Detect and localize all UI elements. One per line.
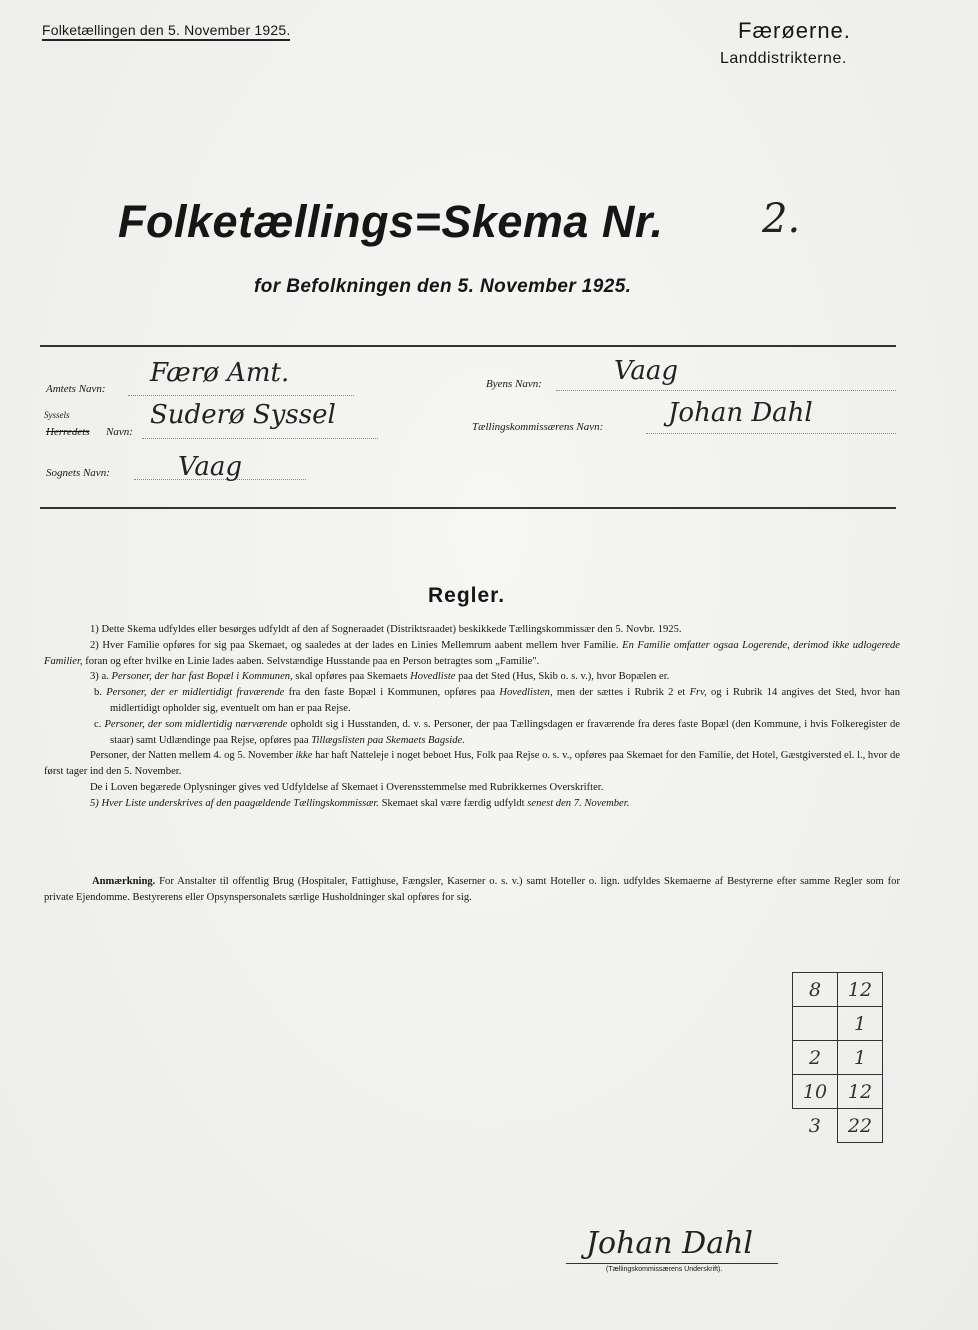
remark-note: Anmærkning. For Anstalter til offentlig Brug (Hospitaler, Fattighuse, Fængsler, Kaserner o. s. v.) samt Hoteller o. lign. udfyldes Skemaerne af Bestyrerne efter samme Regler som for private Ejendomme. Bestyrerens eller Opsynspersonalets særlige Husholdninger skal opføres for sig. [44, 876, 900, 903]
tally-cell [793, 1007, 838, 1041]
rules-text [44, 622, 900, 812]
form-title: Folketællings=Skema Nr. [118, 196, 664, 247]
region-title: Færøerne. [738, 18, 851, 43]
tally-cell: 12 [838, 1075, 883, 1109]
tally-cell: 22 [838, 1109, 883, 1143]
kommissaer-value: Johan Dahl [668, 398, 813, 428]
rule-3c: c. Personer, der som midlertidig nærværende opholdt sig i Husstanden, d. v. s. Personer, der paa Tællingsdagen er fraværende fra deres faste Bopæl (den Kommune, i hvis Folkeregister de staar) samt Udlændinge paa Rejse, opføres paa Tillægslisten paa Skemaets Bagside. [94, 718, 900, 746]
rule-3b: b. Personer, der er midlertidigt fraværende fra den faste Bopæl i Kommunen, opføres paa Hovedlisten, men der sættes i Rubrik 2 et Frv, og i Rubrik 14 angives det Sted, hvor han midlertidigt opholder sig, eventuelt om han er paa Rejse. [94, 687, 901, 714]
rule-2: 2) Hver Familie opføres for sig paa Skemaet, og saaledes at der lades en Linies Mellemrum aabent mellem hver Familie. En Familie omfatter ogsaa Logerende, derimod ikke udlogerede Familier, foran og efter hvilke en Linie lades aaben. Selvstændige Husstande paa en Person betragtes som „Familie". [44, 639, 900, 667]
by-label: Byens Navn: [486, 378, 542, 390]
syssel-inserted-label: Syssels [44, 410, 70, 420]
rule-6: 5) Hver Liste underskrives af den paagældende Tællingskommissær. Skemaet skal være færdig udfyldt senest den 7. November. [90, 797, 630, 809]
tally-row [793, 1075, 883, 1109]
rule-3a: 3) a. Personer, der har fast Bopæl i Kommunen, skal opføres paa Skemaets Hovedliste paa det Sted (Hus, Skib o. s. v.), hvor Bopælen er. [90, 671, 670, 683]
amt-label: Amtets Navn: [46, 383, 106, 395]
by-line [556, 390, 896, 391]
sogn-label: Sognets Navn: [46, 467, 110, 479]
rules-heading: Regler. [428, 584, 506, 607]
rule-4: Personer, der Natten mellem 4. og 5. November ikke har haft Natteleje i noget beboet Hus, Folk paa Rejse o. s. v., opføres paa Skemaet for den Familie, det Hotel, Gæstgiversted el. l., hvor de først tager ind den 5. November. [44, 750, 900, 778]
form-subtitle: for Befolkningen den 5. November 1925. [254, 276, 632, 297]
rule-5: De i Loven begærede Oplysninger gives ved Udfyldelse af Skemaet i Overensstemmelse med Rubrikkernes Overskrifter. [90, 781, 604, 793]
amt-value: Færø Amt. [150, 358, 290, 388]
signature-caption: (Tællingskommissærens Underskrift). [606, 1266, 723, 1273]
tally-box [792, 972, 883, 1143]
tally-cell: 10 [793, 1075, 838, 1109]
tally-row [793, 1109, 883, 1143]
sogn-value: Vaag [178, 452, 243, 482]
tally-cell: 3 [808, 1114, 821, 1137]
rule-1: 1) Dette Skema udfyldes eller besørges udfyldt af den af Sogneraadet (Distriktsraadet) beskikkede Tællingskommissær den 5. Novbr. 1925. [90, 624, 682, 635]
kommissaer-line [646, 433, 896, 434]
top-divider [40, 345, 896, 347]
by-value: Vaag [614, 356, 679, 386]
tally-cell: 12 [838, 973, 883, 1007]
herred-label: Navn: [106, 426, 133, 438]
tally-row [793, 973, 883, 1007]
tally-row [793, 1007, 883, 1041]
signature: Johan Dahl [586, 1226, 754, 1261]
tally-cell: 2 [793, 1041, 838, 1075]
signature-line [566, 1263, 778, 1264]
amt-line [128, 395, 354, 396]
form-number-handwritten: 2. [762, 196, 801, 242]
tally-cell: 1 [838, 1007, 883, 1041]
region-subtitle: Landdistrikterne. [720, 50, 847, 67]
kommissaer-label: Tællingskommissærens Navn: [472, 421, 604, 433]
tally-row [793, 1041, 883, 1075]
herred-line [142, 438, 378, 439]
census-date-header: Folketællingen den 5. November 1925. [42, 22, 290, 41]
tally-cell: 1 [838, 1041, 883, 1075]
bottom-divider [40, 507, 896, 509]
herred-value: Suderø Syssel [150, 400, 336, 430]
tally-cell: 8 [793, 973, 838, 1007]
herred-struck-label: Herredets [46, 426, 90, 438]
